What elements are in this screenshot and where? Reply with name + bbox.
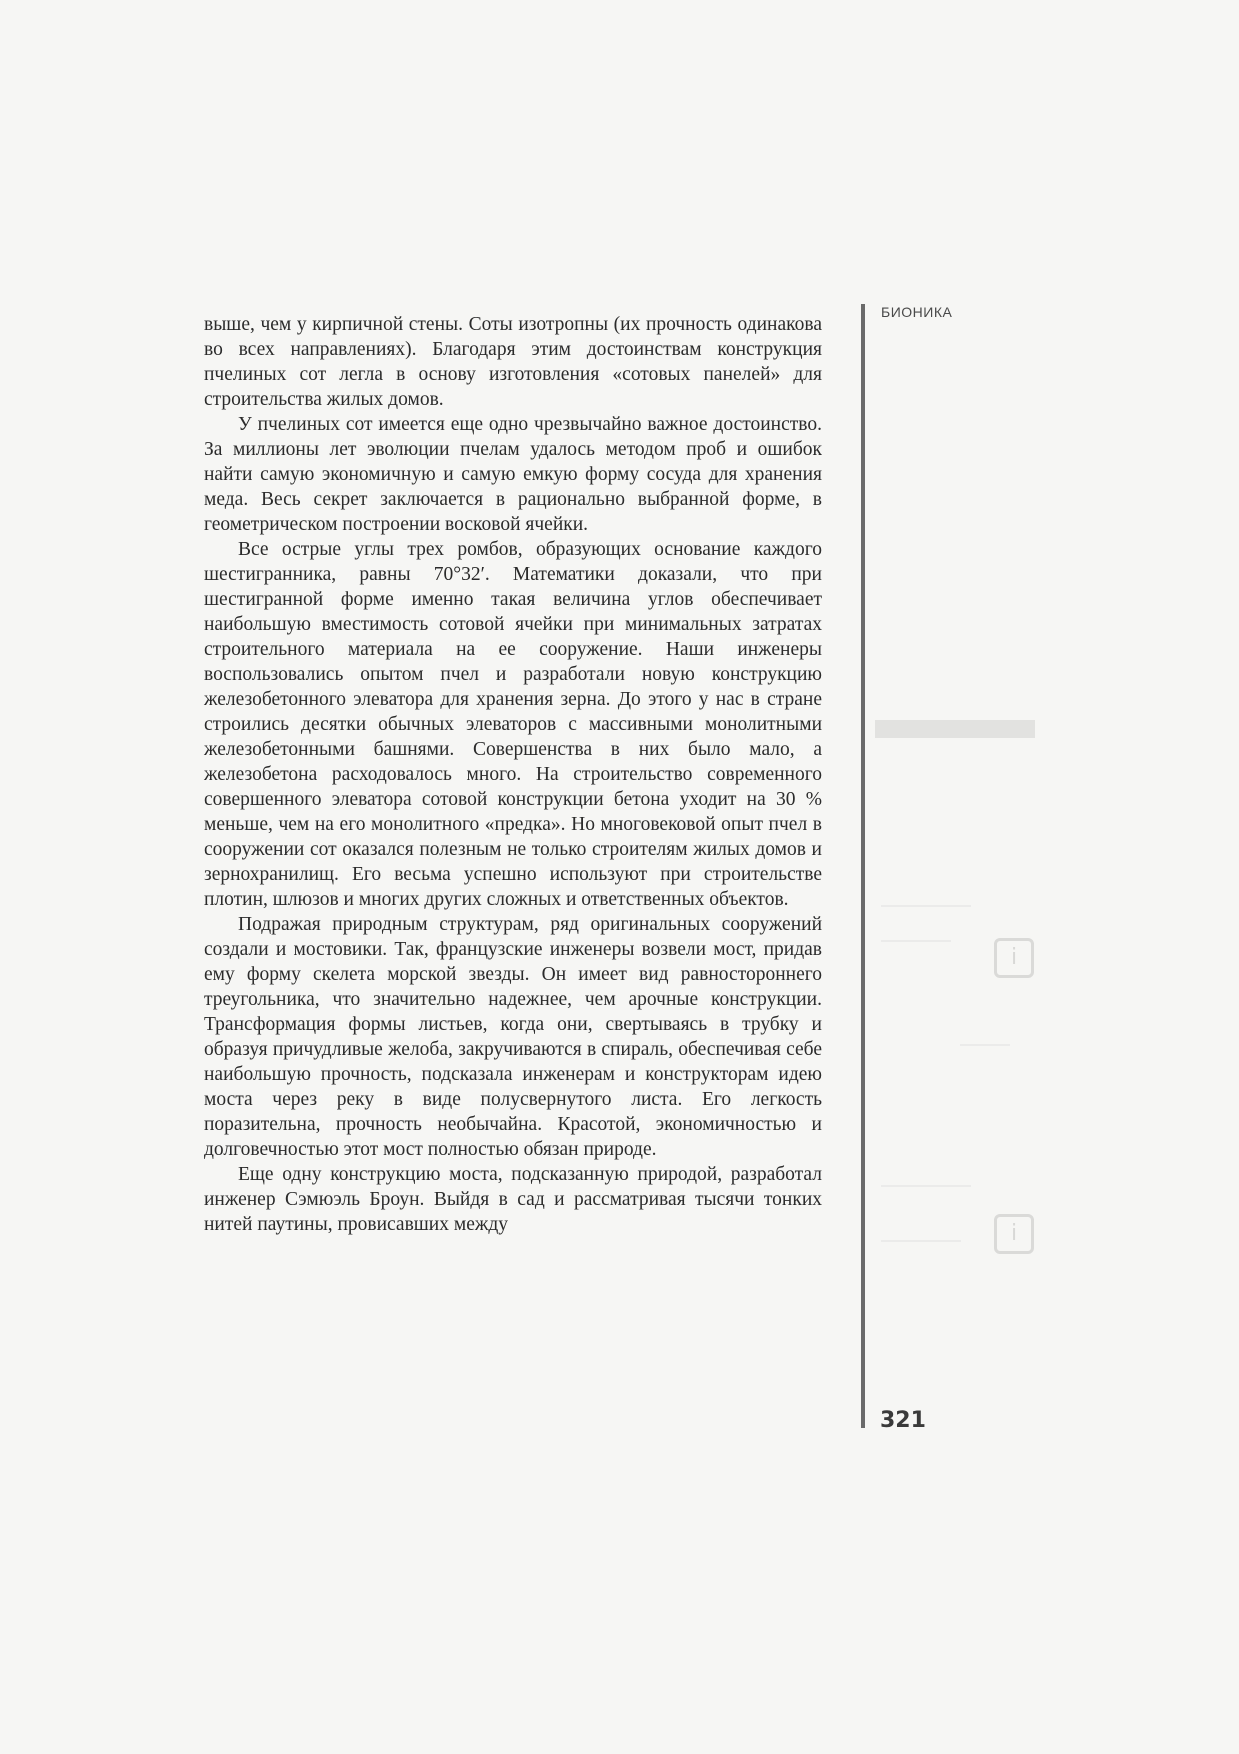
- info-box-icon: i: [994, 938, 1034, 978]
- faint-margin-line: [881, 905, 971, 907]
- margin-rule: [861, 304, 865, 1428]
- faint-margin-line: [881, 1185, 971, 1187]
- paragraph-4: Подражая природным структурам, ряд оригинальных сооружений создали и мостовики. Так, французские инженеры возвели мост, придав ему форму скелета морской звезды. Он имеет вид равностороннего треугольника, что значительно надежнее, чем арочные конструкции. Трансформация формы листьев, когда они, свертываясь в трубку и образуя причудливые желоба, закручиваются в спираль, обеспечивая себе наибольшую прочность, подсказала инженерам и конструкторам идею моста через реку в виде полусвернутого листа. Его легкость поразительна, прочность необычайна. Красотой, экономичностью и долговечностью этот мост полностью обязан природе.: [204, 914, 822, 1160]
- main-text-column: [204, 312, 822, 1237]
- paragraph-3: Все острые углы трех ромбов, образующих основание каждого шестигранника, равны 70°32′. Математики доказали, что при шестигранной форме именно такая величина углов обеспечивает наибольшую вместимость сотовой ячейки при минимальных затратах строительного материала на ее сооружение. Наши инженеры воспользовались опытом пчел и разработали новую конструкцию железобетонного элеватора для хранения зерна. До этого у нас в стране строились десятки обычных элеваторов с массивными монолитными железобетонными башнями. Совершенства в них было мало, а железобетона расходовалось много. На строительство современного совершенного элеватора сотовой конструкции бетона уходит на 30 % меньше, чем на его монолитного «предка». Но многовековой опыт пчел в сооружении сот оказался полезным не только строителям жилых домов и зернохранилищ. Его весьма успешно используют при строительстве плотин, шлюзов и многих других сложных и ответственных объектов.: [204, 539, 822, 910]
- paragraph-1: выше, чем у кирпичной стены. Соты изотропны (их прочность одинакова во всех направлениях). Благодаря этим достоинствам конструкция пчелиных сот легла в основу изготовления «сотовых панелей» для строительства жилых домов.: [204, 314, 822, 410]
- paragraph-2: У пчелиных сот имеется еще одно чрезвычайно важное достоинство. За миллионы лет эволюции пчелам удалось методом проб и ошибок найти самую экономичную и самую емкую форму сосуда для хранения меда. Весь секрет заключается в рационально выбранной форме, в геометрическом построении восковой ячейки.: [204, 414, 822, 535]
- paragraph-5: Еще одну конструкцию моста, подсказанную природой, разработал инженер Сэмюэль Броун. Выйдя в сад и рассматривая тысячи тонких нитей паутины, провисавших между: [204, 1164, 822, 1235]
- running-head: БИОНИКА: [881, 304, 953, 320]
- faint-margin-line: [881, 1240, 961, 1242]
- info-box-icon: i: [994, 1214, 1034, 1254]
- faint-margin-line: [960, 1044, 1010, 1046]
- page-number: 321: [880, 1408, 926, 1433]
- faint-margin-line: [881, 940, 951, 942]
- margin-shade-bar: [875, 720, 1035, 738]
